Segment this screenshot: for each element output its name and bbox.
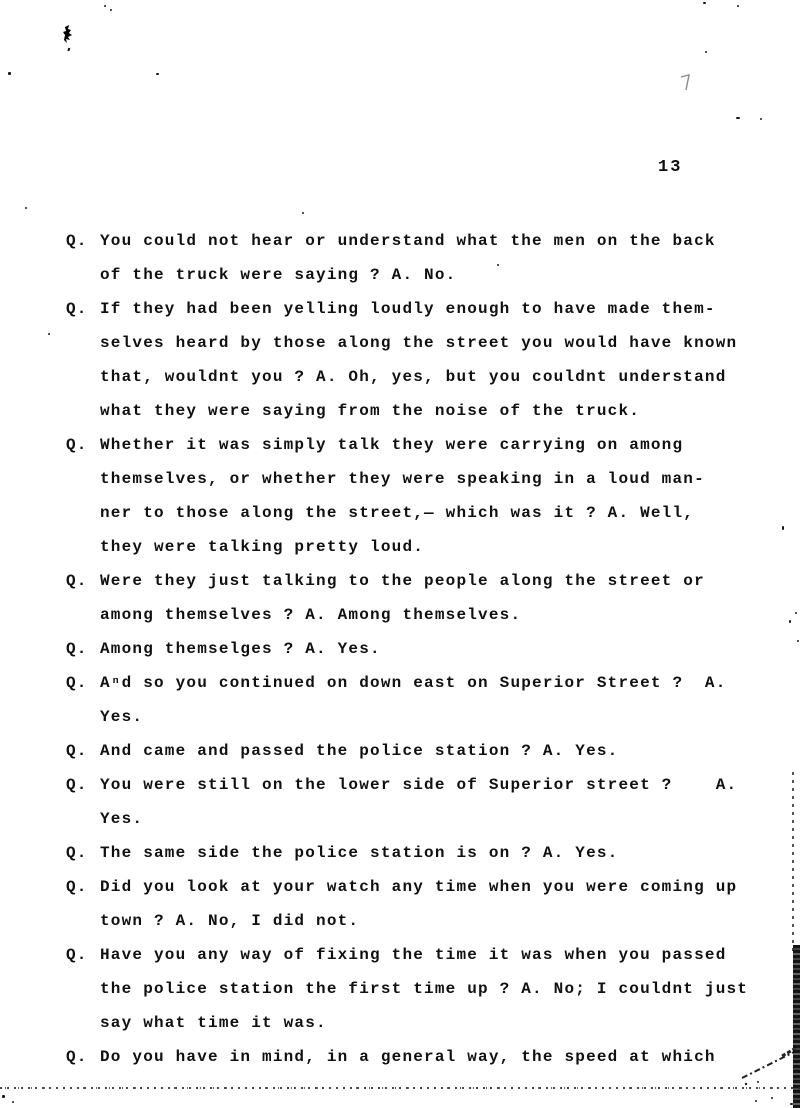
scan-speck bbox=[771, 1097, 773, 1099]
scan-speck bbox=[12, 1101, 14, 1103]
transcript-line: Did you look at your watch any time when you were coming up bbox=[100, 878, 738, 896]
page-number: 13 bbox=[658, 158, 683, 177]
qa-entry bbox=[66, 836, 778, 870]
scan-speck bbox=[25, 207, 27, 209]
transcript-line: of the truck were saying ? A. No. bbox=[100, 266, 457, 284]
scan-speck bbox=[790, 1103, 793, 1105]
transcript-line: say what time it was. bbox=[100, 1014, 327, 1032]
transcript-line: Do you have in mind, in a general way, the speed at which bbox=[100, 1048, 716, 1066]
scan-edge-dashes bbox=[792, 772, 794, 952]
qa-entry bbox=[66, 768, 778, 836]
question-marker: Q. bbox=[66, 640, 88, 658]
question-marker: Q. bbox=[66, 232, 88, 250]
transcript-line: Aⁿd so you continued on down east on Superior Street ? A. bbox=[100, 674, 727, 692]
scan-speck bbox=[755, 1100, 757, 1102]
transcript-line: among themselves ? A. Among themselves. bbox=[100, 606, 522, 624]
transcript-line: what they were saying from the noise of the truck. bbox=[100, 402, 641, 420]
transcript-line: Yes. bbox=[100, 810, 144, 828]
question-marker: Q. bbox=[66, 878, 88, 896]
qa-entry bbox=[66, 734, 778, 768]
question-marker: Q. bbox=[66, 946, 88, 964]
qa-entry bbox=[66, 870, 778, 938]
transcript-line: Whether it was simply talk they were carrying on among bbox=[100, 436, 684, 454]
transcript bbox=[66, 224, 778, 1074]
qa-entry bbox=[66, 1040, 778, 1074]
transcript-line: Were they just talking to the people along the street or bbox=[100, 572, 705, 590]
scan-speck bbox=[782, 526, 784, 530]
scan-speck bbox=[110, 9, 112, 11]
question-marker: Q. bbox=[66, 436, 88, 454]
qa-entry bbox=[66, 938, 778, 1040]
transcript-line: Have you any way of fixing the time it was when you passed bbox=[100, 946, 727, 964]
scan-speck bbox=[497, 264, 499, 266]
qa-entry bbox=[66, 428, 778, 564]
scan-speck bbox=[737, 5, 739, 7]
question-marker: Q. bbox=[66, 844, 88, 862]
scan-speck bbox=[2, 1095, 5, 1098]
transcript-line: You were still on the lower side of Superior street ? A. bbox=[100, 776, 738, 794]
transcript-line: The same side the police station is on ? A. Yes. bbox=[100, 844, 619, 862]
transcript-line: You could not hear or understand what the men on the back bbox=[100, 232, 716, 250]
question-marker: Q. bbox=[66, 742, 88, 760]
question-marker: Q. bbox=[66, 1048, 88, 1066]
qa-entry bbox=[66, 224, 778, 292]
transcript-line: themselves, or whether they were speaking in a loud man- bbox=[100, 470, 705, 488]
scan-edge-band bbox=[793, 945, 800, 1108]
scan-speck bbox=[302, 212, 304, 214]
scan-speck bbox=[705, 51, 707, 53]
scan-speck bbox=[797, 640, 799, 642]
scan-speck bbox=[760, 118, 762, 120]
scan-speck bbox=[156, 73, 159, 75]
question-marker: Q. bbox=[66, 674, 88, 692]
transcript-line: And came and passed the police station ? A. Yes. bbox=[100, 742, 619, 760]
scan-speck bbox=[8, 72, 11, 75]
smudge-mark bbox=[680, 74, 694, 96]
qa-entry bbox=[66, 666, 778, 734]
transcript-line: If they had been yelling loudly enough to have made them- bbox=[100, 300, 716, 318]
scan-speck bbox=[48, 333, 50, 335]
scan-speck bbox=[703, 2, 706, 4]
question-marker: Q. bbox=[66, 776, 88, 794]
scan-speck bbox=[736, 117, 740, 119]
scan-speck bbox=[104, 5, 106, 7]
bottom-scan-line bbox=[0, 1087, 800, 1089]
qa-entry bbox=[66, 632, 778, 666]
question-marker: Q. bbox=[66, 572, 88, 590]
scan-speck bbox=[789, 620, 791, 623]
transcript-line: town ? A. No, I did not. bbox=[100, 912, 360, 930]
transcript-line: ner to those along the street,— which was it ? A. Well, bbox=[100, 504, 695, 522]
qa-entry bbox=[66, 564, 778, 632]
scan-speck bbox=[795, 612, 797, 614]
transcript-line: Yes. bbox=[100, 708, 144, 726]
qa-entry bbox=[66, 292, 778, 428]
transcript-line: selves heard by those along the street you would have known bbox=[100, 334, 738, 352]
question-marker: Q. bbox=[66, 300, 88, 318]
transcript-line: Among themselges ? A. Yes. bbox=[100, 640, 381, 658]
transcript-line: the police station the first time up ? A. No; I couldnt just bbox=[100, 980, 749, 998]
ink-blot bbox=[60, 25, 76, 57]
transcript-line: that, wouldnt you ? A. Oh, yes, but you couldnt understand bbox=[100, 368, 727, 386]
transcript-line: they were talking pretty loud. bbox=[100, 538, 425, 556]
